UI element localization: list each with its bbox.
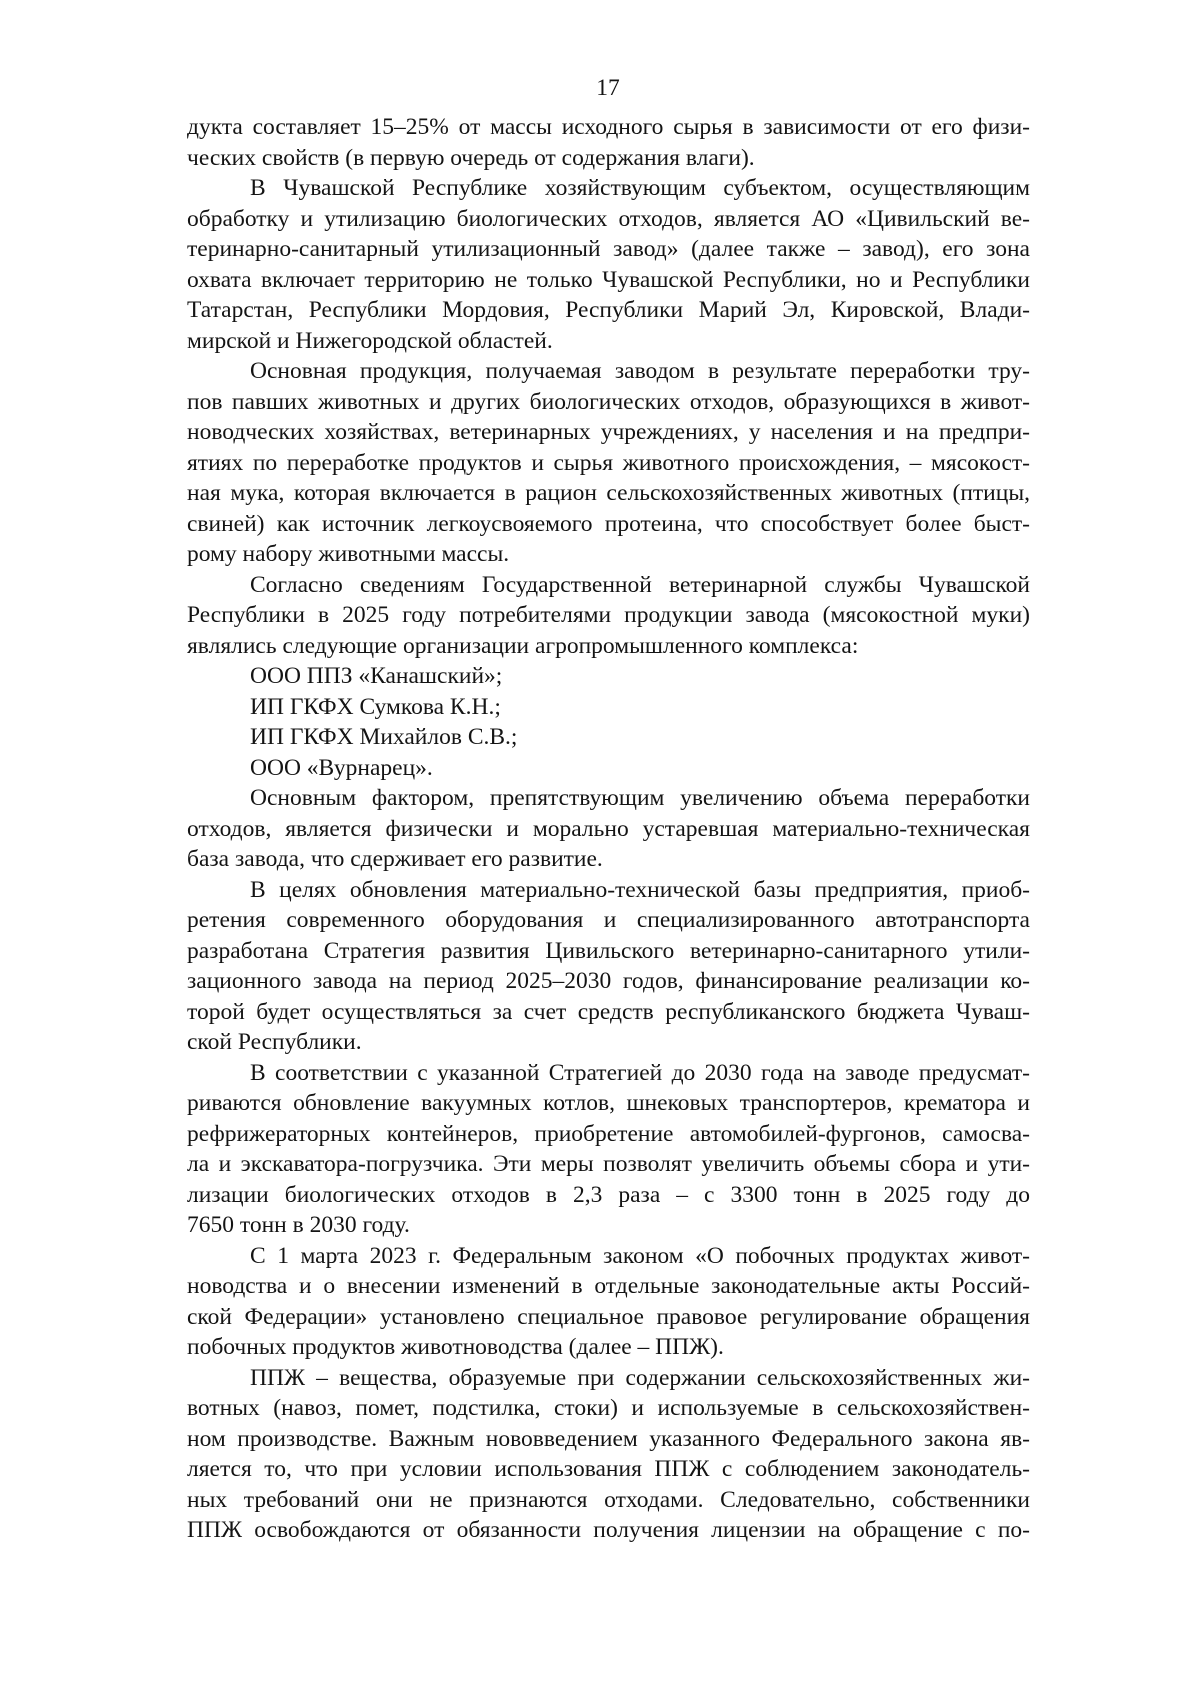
text-line: В соответствии с указанной Стратегией до 2030 года на заводе предусмат- [250,1059,1030,1086]
text-line: ном производстве. Важным нововведением указанного Федерального закона яв- [187,1425,1030,1452]
text-line: отходов, является физически и морально устаревшая материально-техническая [187,815,1030,842]
text-line: Республики в 2025 году потребителями продукции завода (мясокостной муки) [187,602,1030,628]
text-line: мирской и Нижегородской областей. [187,327,553,354]
text-line: ООО «Вурнарец». [250,754,433,781]
text-line: рому набору животными массы. [187,541,510,567]
text-line: ла и экскаватора-погрузчика. Эти меры позволят увеличить объемы сбора и ути- [187,1151,1030,1177]
text-line: вотных (навоз, помет, подстилка, стоки) и используемые в сельскохозяйствен- [187,1395,1030,1421]
text-line: ляется то, что при условии использования ППЖ с соблюдением законодатель- [187,1456,1030,1482]
text-line: Основная продукция, получаемая заводом в результате переработки тру- [250,358,1030,384]
text-line: В Чувашской Республике хозяйствующим субъектом, осуществляющим [250,175,1030,201]
text-line: ской Республики. [187,1029,362,1055]
text-line: разработана Стратегия развития Цивильского ветеринарно-санитарного утили- [187,937,1030,964]
text-line: риваются обновление вакуумных котлов, шнековых транспортеров, крематора и [187,1090,1030,1116]
paragraph [187,1363,1030,1546]
text-line: база завода, что сдерживает его развитие. [187,846,603,872]
text-line: С 1 марта 2023 г. Федеральным законом «О побочных продуктах живот- [250,1242,1030,1269]
list-item [187,722,1030,753]
paragraph [187,1241,1030,1363]
text-line: теринарно-санитарный утилизационный завод» (далее также – завод), его зона [187,236,1030,262]
text-line: ППЖ освобождаются от обязанности получения лицензии на обращение с по- [187,1517,1030,1543]
paragraph [187,356,1030,570]
text-line: охвата включает территорию не только Чувашской Республики, но и Республики [187,266,1030,293]
paragraph [187,570,1030,662]
text-line: Согласно сведениям Государственной ветеринарной службы Чувашской [250,571,1030,598]
text-line: 7650 тонн в 2030 году. [187,1212,410,1238]
text-line: ятиях по переработке продуктов и сырья животного происхождения, – мясокост- [187,449,1030,476]
text-line: лизации биологических отходов в 2,3 раза – с 3300 тонн в 2025 году до [187,1181,1030,1208]
paragraph [187,1058,1030,1241]
text-line: ческих свойств (в первую очередь от содержания влаги). [187,144,755,171]
text-line: ретения современного оборудования и специализированного автотранспорта [187,907,1030,933]
paragraph [187,112,1030,173]
text-line: ных требований они не признаются отходами. Следовательно, собственники [187,1486,1030,1513]
text-line: пов павших животных и других биологических отходов, образующихся в живот- [187,388,1030,415]
text-line: являлись следующие организации агропромышленного комплекса: [187,632,859,659]
text-line: Татарстан, Республики Мордовия, Республики Марий Эл, Кировской, Влади- [187,297,1030,323]
paragraph [187,173,1030,356]
text-line: новодческих хозяйствах, ветеринарных учреждениях, у населения и на предпри- [187,419,1030,445]
text-line: Основным фактором, препятствующим увеличению объема переработки [250,785,1030,811]
text-line: побочных продуктов животноводства (далее – ППЖ). [187,1334,724,1360]
text-line: ИП ГКФХ Михайлов С.В.; [250,724,518,750]
text-line: ная мука, которая включается в рацион сельскохозяйственных животных (птицы, [187,480,1030,506]
list-item [187,692,1030,723]
text-line: торой будет осуществляться за счет средств республиканского бюджета Чуваш- [187,998,1030,1025]
text-line: ской Федерации» установлено специальное правовое регулирование обращения [187,1303,1030,1330]
text-line: ООО ППЗ «Канашский»; [250,663,503,689]
text-line: новодства и о внесении изменений в отдельные законодательные акты Россий- [187,1273,1030,1299]
list-item [187,661,1030,692]
text-line: ИП ГКФХ Сумкова К.Н.; [250,693,501,720]
document-body [187,112,1030,1546]
text-line: рефрижераторных контейнеров, приобретение автомобилей-фургонов, самосва- [187,1120,1030,1147]
paragraph [187,875,1030,1058]
text-line: зационного завода на период 2025–2030 годов, финансирование реализации ко- [187,968,1030,994]
text-line: В целях обновления материально-технической базы предприятия, приоб- [250,876,1030,903]
paragraph [187,783,1030,875]
text-line: свиней) как источник легкоусвояемого протеина, что способствует более быст- [187,510,1030,537]
text-line: обработку и утилизацию биологических отходов, является АО «Цивильский ве- [187,205,1030,232]
text-line: ППЖ – вещества, образуемые при содержании сельскохозяйственных жи- [250,1364,1030,1391]
page-number: 17 [596,75,620,101]
list-item [187,753,1030,784]
text-line: дукта составляет 15–25% от массы исходного сырья в зависимости от его физи- [187,114,1030,140]
